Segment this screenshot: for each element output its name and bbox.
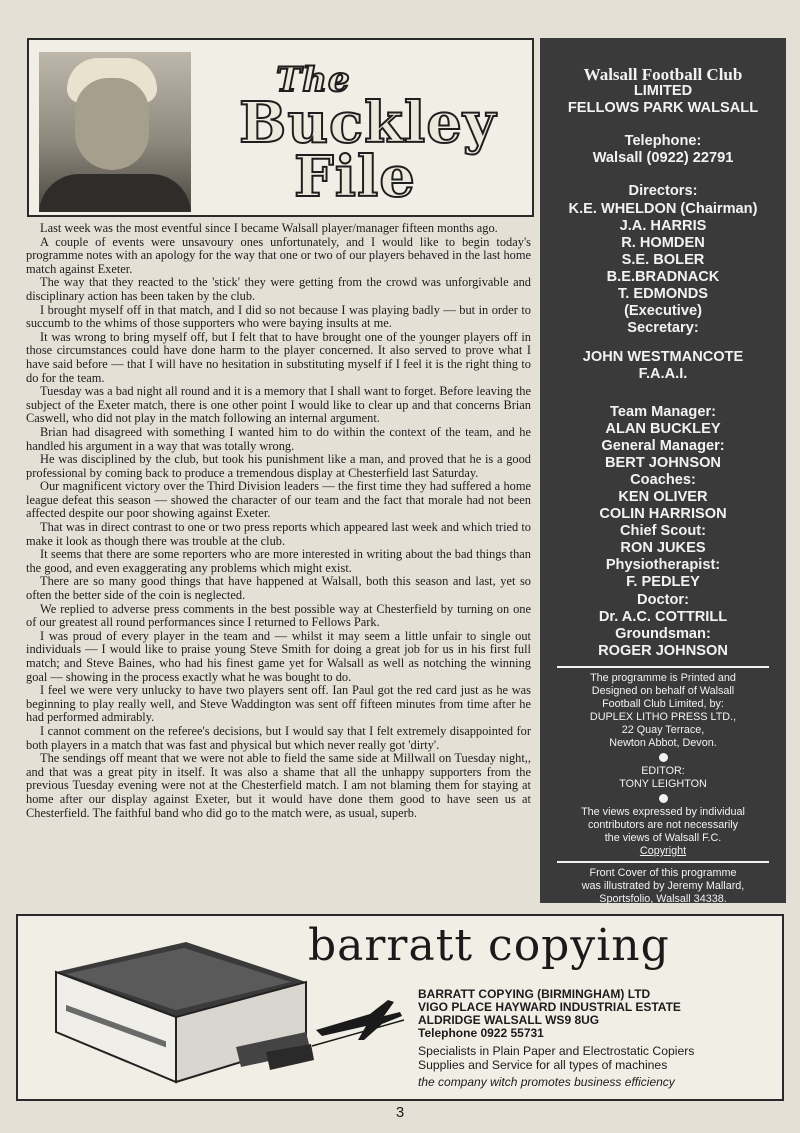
article-paragraph: Brian had disagreed with something I wanted him to do within the context of the team, and he handled his argument in a way that was totally wrong.: [26, 424, 531, 453]
telephone-label: Telephone:: [624, 133, 702, 150]
cover-line: was illustrated by Jeremy Mallard,: [581, 879, 745, 892]
article-paragraph: Our magnificent victory over the Third Division leaders — the first time they had suffered a home league defeat this season — showed the character of our team and the fact that morale had not been affected despite our poor showing against Exeter.: [26, 479, 531, 521]
staff-name: COLIN HARRISON: [599, 506, 727, 523]
feature-header: [27, 38, 534, 217]
telephone-number: Walsall (0922) 22791: [592, 150, 734, 167]
director-name: T. EDMONDS: [618, 286, 708, 303]
article-paragraph: I was proud of every player in the team and — whilst it may seem a little unfair to single out individuals — I would like to praise young Steve Smith for doing a great job for us in his first full match; and Steve Baines, who had his finest game yet for Walsall as well as notching the winning goal — showing in the process exactly what he was bought to do.: [26, 628, 531, 684]
printer-line: 22 Quay Terrace,: [621, 723, 705, 736]
cover-line: Front Cover of this programme: [589, 866, 737, 879]
article-paragraph: I cannot comment on the referee's decisions, but I would say that I felt extremely disappointed for both players in a match that was fast and physical but which never really got 'dirty'.: [26, 723, 531, 752]
copyright-line: Copyright: [639, 844, 687, 857]
club-info-sidebar: [540, 38, 786, 903]
secretary-label: Secretary:: [627, 320, 699, 337]
title-buckley: Buckley: [239, 90, 497, 156]
staff-role: Groundsman:: [615, 625, 711, 642]
article-paragraph: That was in direct contrast to one or two press reports which appeared last week and which tried to make it look as though there was trouble at the club.: [26, 520, 531, 548]
aircraft-logo: [308, 986, 408, 1058]
manager-photo: [39, 52, 191, 212]
printer-line: The programme is Printed and: [590, 671, 736, 684]
printer-line: Newton Abbot, Devon.: [609, 736, 717, 749]
advert-specialisms: [418, 1045, 694, 1072]
title-file: File: [294, 144, 416, 210]
secretary-name: JOHN WESTMANCOTE: [582, 349, 744, 366]
directors-label: Directors:: [628, 183, 698, 200]
staff-name: RON JUKES: [620, 540, 706, 557]
barratt-advert: [16, 914, 784, 1101]
article-body: [26, 222, 531, 820]
director-name: S.E. BOLER: [621, 251, 705, 268]
views-line: The views expressed by individual: [581, 805, 745, 818]
staff-name: KEN OLIVER: [618, 488, 708, 505]
views-line: contributors are not necessarily: [587, 818, 739, 831]
staff-name: F. PEDLEY: [626, 574, 700, 591]
title-the: The: [276, 60, 351, 100]
director-name: J.A. HARRIS: [619, 217, 707, 234]
article-paragraph: The sendings off meant that we were not able to field the same side at Millwall on Tuesday night,, and that was a great pity in itself. It was also a shame that all the unhappy supporters from the previous Tuesday evening were not at the Chesterfield match. I am not blaming them for staying at home after our display against Exeter, but it would have done them good to have seen us at Chesterfield. The faithful band who did go to the match were, as usual, superb.: [26, 751, 531, 820]
photocopier-illustration: [36, 932, 316, 1084]
advert-brand: barratt copying: [308, 920, 670, 971]
photo-face: [75, 78, 149, 170]
article-paragraph: A couple of events were unsavoury ones unfortunately, and I would like to begin today's programme notes with an apology for the way that one or two of our players behaved in the last home match against Exeter.: [26, 234, 531, 276]
article-paragraph: It was wrong to bring myself off, but I felt that to have brought one of the younger players off in those circumstances could have done harm to the player concerned. It also served to prove what I have said before — that I will have no hesitation in substituting myself if I feel it is the right thing to do for the team.: [26, 329, 531, 385]
article-paragraph: We replied to adverse press comments in the best possible way at Chesterfield by turning on one of our greatest all round performances since I returned to Fellows Park.: [26, 601, 531, 630]
bullet-dot: [659, 753, 668, 762]
address-line: BARRATT COPYING (BIRMINGHAM) LTD: [418, 987, 651, 1001]
specs-line: Supplies and Service for all types of machines: [418, 1057, 668, 1072]
staff-name: ALAN BUCKLEY: [605, 420, 721, 437]
staff-role: General Manager:: [601, 437, 725, 454]
staff-name: ROGER JOHNSON: [598, 642, 728, 659]
address-line: VIGO PLACE HAYWARD INDUSTRIAL ESTATE: [418, 1000, 681, 1014]
director-name: R. HOMDEN: [621, 234, 705, 251]
club-line: LIMITED: [633, 83, 693, 100]
specs-line: Specialists in Plain Paper and Electrostatic Copiers: [418, 1044, 695, 1058]
editor-label: EDITOR:: [641, 764, 685, 777]
advert-address: [418, 988, 681, 1040]
printer-line: Football Club Limited, by:: [602, 697, 724, 710]
advert-slogan: the company witch promotes business efficiency: [418, 1075, 675, 1089]
article-paragraph: The way that they reacted to the 'stick' they were getting from the crowd was unforgivable and disciplinary action has been taken by the club.: [26, 275, 531, 303]
director-name: (Executive): [624, 303, 702, 320]
staff-role: Physiotherapist:: [605, 557, 721, 574]
article-paragraph: It seems that there are some reporters who are more interested in writing about the bad things than the good, and even exaggerating any problems which might exist.: [26, 547, 531, 575]
staff-role: Coaches:: [630, 471, 696, 488]
address-line: ALDRIDGE WALSALL WS9 8UG: [418, 1013, 600, 1027]
page-number: 3: [395, 1104, 405, 1121]
staff-role: Doctor:: [637, 591, 689, 608]
staff-name: Dr. A.C. COTTRILL: [598, 608, 728, 625]
bullet-dot: [659, 794, 668, 803]
article-paragraph: I brought myself off in that match, and I did so not because I was playing badly — but in order to succumb to the whims of those supporters who were baying insults at me.: [26, 302, 531, 331]
staff-role: Team Manager:: [610, 403, 716, 420]
club-line: FELLOWS PARK WALSALL: [567, 100, 759, 117]
director-name: K.E. WHELDON (Chairman): [568, 200, 758, 217]
article-paragraph: Tuesday was a bad night all round and it is a memory that I shall want to forget. Before leaving the subject of the Exeter match, there is one other point I would like to clear up and that concerns Brian Caswell, who did not play in the match following an internal argument.: [26, 384, 531, 426]
photo-shirt: [39, 174, 191, 212]
club-name: Walsall Football Club: [583, 65, 743, 84]
article-paragraph: He was disciplined by the club, but took his punishment like a man, and proved that he is a good professional by coming back to produce a tremendous display at Chesterfield last Saturday.: [26, 452, 531, 480]
director-name: B.E.BRADNACK: [606, 268, 720, 285]
article-paragraph: Last week was the most eventful since I became Walsall player/manager fifteen months ago.: [40, 221, 498, 235]
cover-line: Sportsfolio, Walsall 34338.: [599, 892, 727, 905]
staff-role: Chief Scout:: [620, 523, 706, 540]
printer-line: Designed on behalf of Walsall: [591, 684, 735, 697]
staff-name: BERT JOHNSON: [605, 454, 721, 471]
sidebar-divider: [557, 861, 769, 863]
article-paragraph: I feel we were very unlucky to have two players sent off. Ian Paul got the red card just as he was beginning to play really well, and Steve Waddington was sent off fifteen minutes from time after he had performed admirably.: [26, 683, 531, 725]
sidebar-divider: [557, 666, 769, 668]
views-line: the views of Walsall F.C.: [604, 831, 722, 844]
secretary-name: F.A.A.I.: [638, 366, 688, 383]
article-paragraph: There are so many good things that have happened at Walsall, both this season and last, yet so often the better side of the coin is neglected.: [26, 574, 531, 603]
address-telephone: Telephone 0922 55731: [418, 1026, 544, 1040]
printer-line: DUPLEX LITHO PRESS LTD.,: [589, 710, 737, 723]
editor-name: TONY LEIGHTON: [619, 777, 707, 790]
